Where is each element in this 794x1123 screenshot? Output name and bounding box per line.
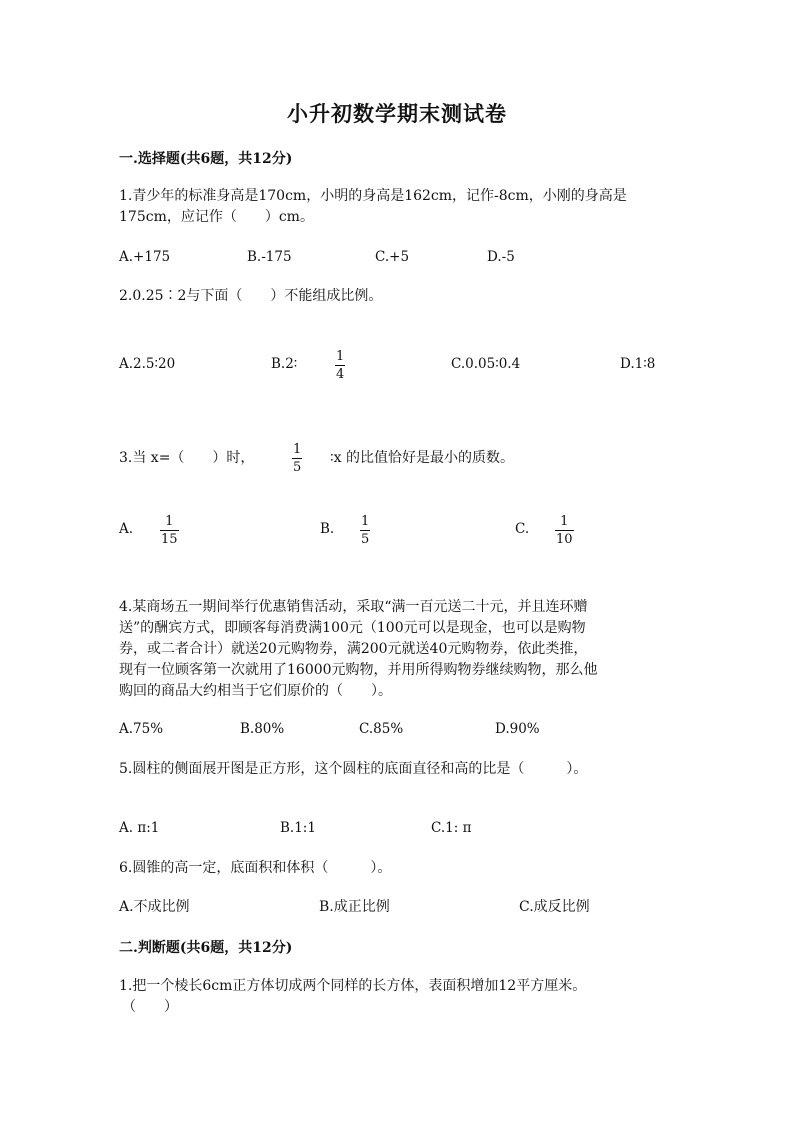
q3-fraction <box>292 442 302 475</box>
fraction-denominator: 5 <box>293 460 302 475</box>
q2-option-c: C.0.05∶0.4 <box>451 356 521 372</box>
q1-option-d: D.-5 <box>487 249 515 265</box>
q3-option-c: C. <box>515 521 530 537</box>
q2-option-b: B.2∶ <box>271 356 298 372</box>
q4-option-b: B.80% <box>240 721 285 737</box>
q4-line-5: 购回的商品大约相当于它们原价的（ ）。 <box>119 683 392 699</box>
q1-option-b: B.-175 <box>247 249 292 265</box>
q5-option-c: C.1: π <box>431 820 472 836</box>
fraction-numerator: 1 <box>336 349 345 364</box>
q1-option-a: A.+175 <box>119 249 171 265</box>
q6-text: 6.圆锥的高一定，底面积和体积（ ）。 <box>119 860 392 876</box>
q5-option-b: B.1:1 <box>280 820 316 836</box>
q3-option-a-fraction <box>160 514 179 547</box>
q4-option-a: A.75% <box>119 721 164 737</box>
fraction-bar <box>335 365 345 366</box>
fraction-bar <box>555 530 574 531</box>
q6-option-a: A.不成比例 <box>119 899 190 915</box>
fraction-numerator: 1 <box>165 514 174 529</box>
fraction-numerator: 1 <box>560 514 569 529</box>
q3-text-after: ∶x 的比值恰好是最小的质数。 <box>330 450 514 466</box>
q3-option-b-fraction <box>360 514 370 547</box>
section-heading-judgement: 二.判断题(共6题，共12分) <box>119 940 293 956</box>
q4-line-1: 4.某商场五一期间举行优惠销售活动，采取“满一百元送二十元，并且连环赠 <box>119 599 588 615</box>
q2-option-a: A.2.5∶20 <box>119 356 176 372</box>
fraction-bar <box>160 530 179 531</box>
fraction-denominator: 10 <box>556 532 573 547</box>
q4-line-2: 送”的酬宾方式，即顾客每消费满100元（100元可以是现金，也可以是购物 <box>119 620 586 636</box>
fraction-numerator: 1 <box>361 514 370 529</box>
section-heading-choice: 一.选择题(共6题，共12分) <box>119 151 293 167</box>
s2-q1-line-2: （ ） <box>122 999 178 1015</box>
fraction-denominator: 5 <box>361 532 370 547</box>
s2-q1-line-1: 1.把一个棱长6cm正方体切成两个同样的长方体，表面积增加12平方厘米。 <box>119 978 587 994</box>
q6-option-c: C.成反比例 <box>519 899 590 915</box>
q2-text: 2.0.25∶2与下面（ ）不能组成比例。 <box>119 288 383 304</box>
q4-line-4: 现有一位顾客第一次就用了16000元购物，并用所得购物券继续购物，那么他 <box>119 662 598 678</box>
q4-option-c: C.85% <box>359 721 404 737</box>
q1-line-1: 1.青少年的标准身高是170cm，小明的身高是162cm，记作-8cm，小刚的身高是 <box>119 188 627 204</box>
q4-line-3: 券，或二者合计）就送20元购物券，满200元就送40元购物券，依此类推， <box>119 641 588 657</box>
fraction-numerator: 1 <box>293 442 302 457</box>
q3-text-before: 3.当 x=（ ）时， <box>119 450 255 466</box>
q2-option-d: D.1∶8 <box>620 356 656 372</box>
q2-option-b-fraction <box>335 349 345 382</box>
q1-option-c: C.+5 <box>375 249 410 265</box>
q4-option-d: D.90% <box>495 721 540 737</box>
q1-line-2: 175cm，应记作（ ）cm。 <box>119 209 314 225</box>
page-title: 小升初数学期末测试卷 <box>287 101 507 126</box>
q3-option-b: B. <box>320 521 335 537</box>
fraction-bar <box>360 530 370 531</box>
fraction-denominator: 15 <box>161 532 178 547</box>
q5-option-a: A. π:1 <box>119 820 160 836</box>
fraction-denominator: 4 <box>336 367 345 382</box>
q5-text: 5.圆柱的侧面展开图是正方形，这个圆柱的底面直径和高的比是（ ）。 <box>119 761 588 777</box>
q3-option-a: A. <box>119 521 134 537</box>
fraction-bar <box>292 458 302 459</box>
q6-option-b: B.成正比例 <box>319 899 390 915</box>
q3-option-c-fraction <box>555 514 574 547</box>
